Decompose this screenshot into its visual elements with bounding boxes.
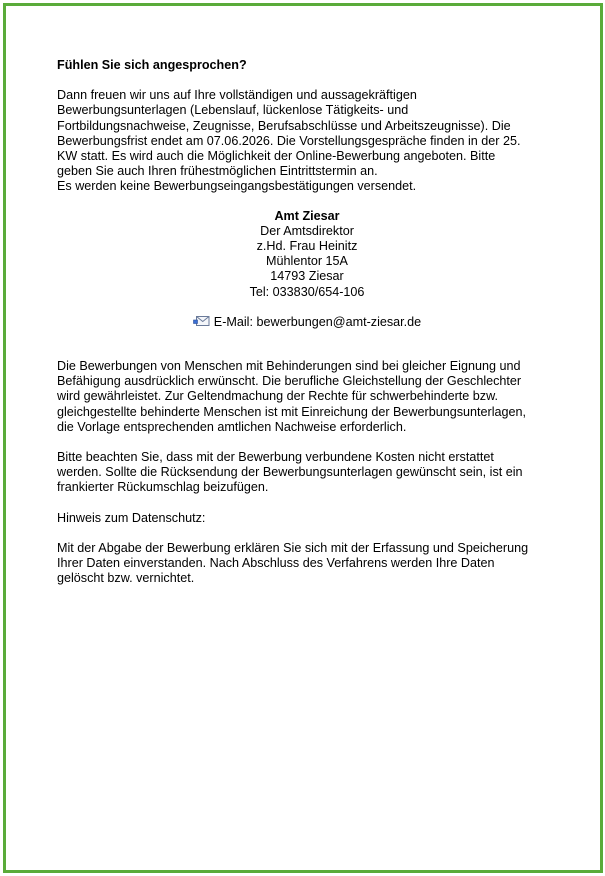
- paragraph-disability-info: [57, 359, 557, 435]
- spacer: [57, 435, 557, 450]
- document-heading: Fühlen Sie sich angesprochen?: [57, 58, 247, 72]
- document-content: [57, 58, 557, 586]
- paragraph-application-info: [57, 88, 557, 194]
- text-line: wird gewährleistet. Zur Geltendmachung der Rechte für schwerbehinderte bzw.: [57, 389, 499, 404]
- text-line: Fortbildungsnachweise, Zeugnisse, Berufsabschlüsse und Arbeitszeugnisse). Die: [57, 118, 511, 133]
- paragraph-costs-info: [57, 450, 557, 496]
- text-line: Mit der Abgabe der Bewerbung erklären Sie sich mit der Erfassung und Speicherung: [57, 540, 529, 555]
- address-line: Mühlentor 15A: [266, 254, 348, 269]
- text-line: gleichgestellte behinderte Menschen ist mit Einreichung der Bewerbungsunterlagen,: [57, 404, 527, 419]
- paragraph-privacy-info: [57, 541, 557, 587]
- text-line: KW statt. Es wird auch die Möglichkeit der Online-Bewerbung angeboten. Bitte: [57, 149, 496, 164]
- spacer: [57, 496, 557, 511]
- address-name: Amt Ziesar: [274, 208, 340, 223]
- text-line: Ihrer Daten einverstanden. Nach Abschluss des Verfahrens werden Ihre Daten: [57, 556, 495, 571]
- text-line: frankierter Rückumschlag beizufügen.: [57, 480, 269, 495]
- text-line: Die Bewerbungen von Menschen mit Behinderungen sind bei gleicher Eignung und: [57, 359, 521, 374]
- address-line: Der Amtsdirektor: [260, 223, 354, 238]
- envelope-icon: [193, 315, 210, 327]
- address-line: z.Hd. Frau Heinitz: [256, 239, 358, 254]
- text-line: Es werden keine Bewerbungseingangsbestätigungen versendet.: [57, 179, 417, 194]
- text-line: Befähigung ausdrücklich erwünscht. Die berufliche Gleichstellung der Geschlechter: [57, 374, 522, 389]
- phone-line: Tel: 033830/654-106: [249, 284, 365, 299]
- address-block: [57, 209, 557, 300]
- text-line: geben Sie auch Ihren frühestmöglichen Eintrittstermin an.: [57, 164, 378, 179]
- text-line: die Vorlage entsprechenden amtlichen Nachweise erforderlich.: [57, 419, 407, 434]
- email-line[interactable]: [57, 315, 557, 330]
- text-line: Dann freuen wir uns auf Ihre vollständigen und aussagekräftigen: [57, 88, 417, 103]
- address-line: 14793 Ziesar: [270, 269, 344, 284]
- email-link[interactable]: E-Mail: bewerbungen@amt-ziesar.de: [213, 314, 422, 329]
- page-border-frame: [3, 3, 603, 873]
- text-line: gelöscht bzw. vernichtet.: [57, 571, 195, 586]
- spacer: [57, 330, 557, 359]
- text-line: Bitte beachten Sie, dass mit der Bewerbung verbundene Kosten nicht erstattet: [57, 450, 494, 465]
- privacy-heading: Hinweis zum Datenschutz:: [57, 510, 206, 525]
- text-line: Bewerbungsfrist endet am 07.06.2026. Die Vorstellungsgespräche finden in der 25.: [57, 133, 521, 148]
- text-line: Bewerbungsunterlagen (Lebenslauf, lückenlose Tätigkeits- und: [57, 103, 409, 118]
- spacer: [57, 526, 557, 541]
- text-line: werden. Sollte die Rücksendung der Bewerbungsunterlagen gewünscht sein, ist ein: [57, 465, 523, 480]
